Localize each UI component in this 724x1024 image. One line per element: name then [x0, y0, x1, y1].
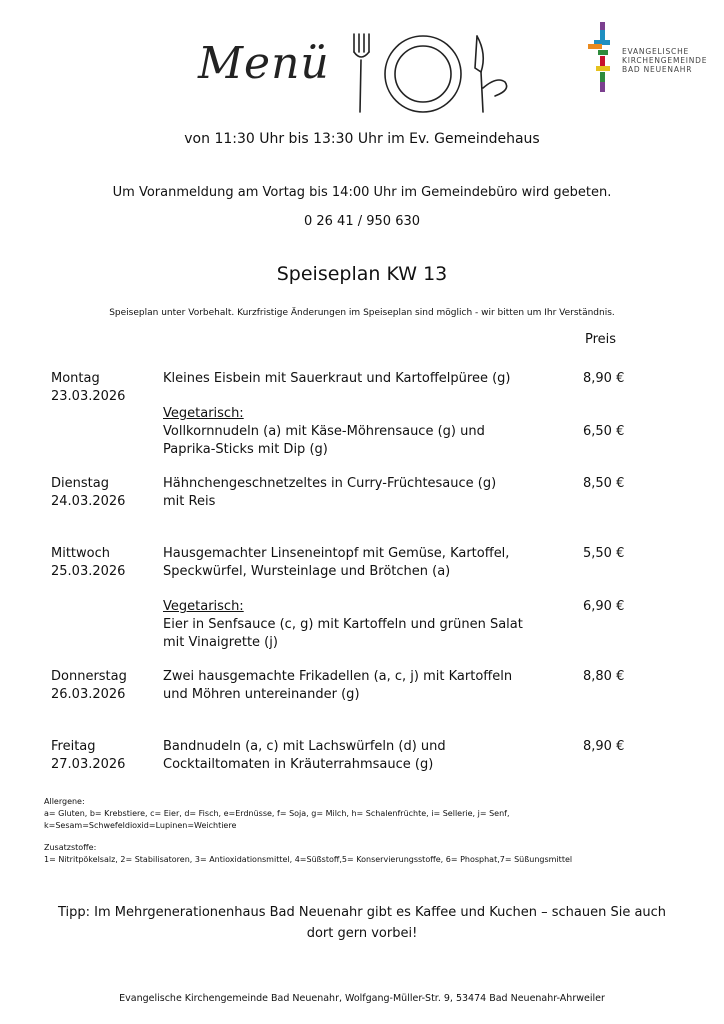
disclaimer: Speiseplan unter Vorbehalt. Kurzfristige Änderungen im Speiseplan sind möglich - wir bitten um Ihr Verständnis.	[109, 308, 615, 318]
plan-title: Speiseplan KW 13	[276, 263, 448, 285]
allergens-line-2: k=Sesam=Schwefeldioxid=Lupinen=Weichtiere	[44, 821, 237, 830]
veg-line-2: Paprika-Sticks mit Dip (g)	[163, 442, 328, 457]
day-name: Donnerstag	[51, 669, 127, 684]
day-date: 23.03.2026	[51, 389, 126, 404]
allergens-heading: Allergene:	[44, 797, 85, 806]
registration-notice: Um Voranmeldung am Vortag bis 14:00 Uhr im Gemeindebüro wird gebeten.	[112, 185, 612, 200]
day-tuesday	[51, 475, 161, 511]
price-monday: 8,90 €	[583, 371, 625, 386]
logo-line-1: EVANGELISCHE	[622, 47, 690, 56]
allergens-line-1: a= Gluten, b= Krebstiere, c= Eier, d= Fisch, e=Erdnüsse, f= Soja, g= Milch, h= Schalenfrüchte, i= Sellerie, j= Senf,	[44, 809, 510, 818]
day-name: Montag	[51, 371, 100, 386]
tip-line-2: dort gern vorbei!	[306, 926, 418, 941]
veg-line-1: Vollkornnudeln (a) mit Käse-Möhrensauce (g) und	[163, 424, 485, 439]
tip-text	[0, 902, 724, 944]
veg-line-1: Eier in Senfsauce (c, g) mit Kartoffeln und grünen Salat	[163, 617, 523, 632]
day-name: Mittwoch	[51, 546, 110, 561]
day-monday	[51, 370, 161, 406]
footer-address: Evangelische Kirchengemeinde Bad Neuenahr, Wolfgang-Müller-Str. 9, 53474 Bad Neuenahr-Ahrweiler	[119, 993, 605, 1004]
meal-tuesday	[163, 475, 563, 511]
meal-line-1: Hausgemachter Linseneintopf mit Gemüse, Kartoffel,	[163, 546, 510, 561]
day-wednesday	[51, 545, 161, 581]
veg-meal-wednesday	[163, 598, 563, 652]
veg-label: Vegetarisch:	[163, 406, 244, 421]
meal-line-2: mit Reis	[163, 494, 216, 509]
meal-line-1: Bandnudeln (a, c) mit Lachswürfeln (d) und	[163, 739, 446, 754]
logo-line-3: BAD NEUENAHR	[622, 65, 693, 74]
plate-cutlery-icon	[345, 28, 515, 120]
phone-number: 0 26 41 / 950 630	[303, 214, 421, 229]
meal-line-1: Hähnchengeschnetzeltes in Curry-Früchtesauce (g)	[163, 476, 497, 491]
meal-line-1: Zwei hausgemachte Frikadellen (a, c, j) mit Kartoffeln	[163, 669, 513, 684]
day-date: 24.03.2026	[51, 494, 126, 509]
price-friday: 8,90 €	[583, 739, 625, 754]
veg-label: Vegetarisch:	[163, 599, 244, 614]
day-thursday	[51, 668, 161, 704]
day-name: Dienstag	[51, 476, 109, 491]
additives-heading: Zusatzstoffe:	[44, 843, 97, 852]
price-column-header: Preis	[585, 332, 617, 347]
meal-line-2: und Möhren untereinander (g)	[163, 687, 360, 702]
church-logo-text	[622, 47, 707, 74]
veg-price-monday: 6,50 €	[583, 424, 625, 439]
menu-script-title: Menü	[198, 38, 330, 89]
veg-meal-monday	[163, 405, 563, 459]
price-wednesday: 5,50 €	[583, 546, 625, 561]
additives-legend	[44, 842, 684, 866]
meal-line-2: Speckwürfel, Wursteinlage und Brötchen (a)	[163, 564, 451, 579]
day-name: Freitag	[51, 739, 96, 754]
additives-line-1: 1= Nitritpökelsalz, 2= Stabilisatoren, 3= Antioxidationsmittel, 4=Süßstoff,5= Konservierungsstoffe, 6= Phosphat,7= Süßungsmittel	[44, 855, 573, 864]
church-logo-icon	[588, 22, 618, 94]
meal-wednesday	[163, 545, 563, 581]
day-friday	[51, 738, 161, 774]
price-tuesday: 8,50 €	[583, 476, 625, 491]
tip-line-1: Tipp: Im Mehrgenerationenhaus Bad Neuenahr gibt es Kaffee und Kuchen – schauen Sie auch	[57, 905, 667, 920]
logo-line-2: KIRCHENGEMEINDE	[622, 56, 708, 65]
veg-price-wednesday: 6,90 €	[583, 599, 625, 614]
meal-monday: Kleines Eisbein mit Sauerkraut und Kartoffelpüree (g)	[163, 371, 511, 386]
meal-thursday	[163, 668, 563, 704]
opening-hours: von 11:30 Uhr bis 13:30 Uhr im Ev. Gemeindehaus	[184, 131, 540, 147]
day-date: 26.03.2026	[51, 687, 126, 702]
price-thursday: 8,80 €	[583, 669, 625, 684]
meal-line-2: Cocktailtomaten in Kräuterrahmsauce (g)	[163, 757, 434, 772]
day-date: 25.03.2026	[51, 564, 126, 579]
allergens-legend	[44, 796, 684, 832]
veg-line-2: mit Vinaigrette (j)	[163, 635, 278, 650]
day-date: 27.03.2026	[51, 757, 126, 772]
meal-friday	[163, 738, 563, 774]
